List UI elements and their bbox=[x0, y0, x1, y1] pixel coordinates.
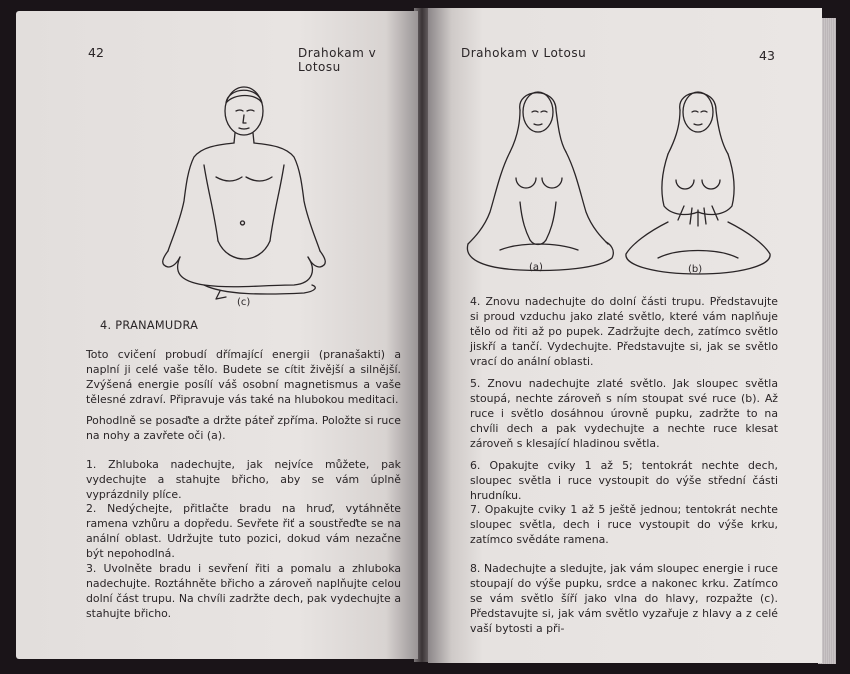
figure-label-c: (c) bbox=[237, 297, 251, 308]
figure-label-a: (a) bbox=[529, 262, 543, 273]
meditating-woman-illustration-b bbox=[618, 82, 778, 278]
paragraph: 5. Znovu nadechujte zlaté světlo. Jak sloupec světla stoupá, nechte zároveň s ním stoupat své ruce (b). Až ruce i světlo dosáhnou úrovně pupku, zadržte to na chvíli dech a pak vydechujte a nechte ruce klesat zároveň s klesající hladinou světla. bbox=[470, 377, 778, 450]
figure-label-b: (b) bbox=[688, 264, 703, 275]
meditating-man-illustration bbox=[144, 81, 344, 303]
section-heading: 4. PRANAMUDRA bbox=[100, 319, 199, 332]
paragraph: 2. Nedýchejte, přitlačte bradu na hruď, vytáhněte ramena vzhůru a dopředu. Sevřete řiť a soustřeďte se na anální oblast. Udržujte tuto pozici, dokud vám nezačne být nepohodlná. bbox=[86, 502, 401, 560]
paragraph: 6. Opakujte cviky 1 až 5; tentokrát nechte dech, sloupec světla i ruce vystoupit do výše střední části hrudníku. bbox=[470, 459, 778, 502]
meditating-woman-illustration-a bbox=[460, 82, 620, 272]
paragraph: 3. Uvolněte bradu i sevření řiti a pomalu a zhluboka nadechujte. Roztáhněte břicho a zároveň naplňujte celou dolní část trupu. Na chvíli zadržte dech, pak vydechujte a stahujte břicho. bbox=[86, 562, 401, 620]
paragraph: 4. Znovu nadechujte do dolní části trupu. Představujte si proud vzduchu jako zlaté světlo, které vám naplňuje tělo od řiti až po pupek. Zadržujte dech, zatímco světlo jiskří a tančí. Vydechujte. Představujte si, jak se světlo vrací do anální oblasti. bbox=[470, 295, 778, 368]
paragraph: Pohodlně se posaďte a držte páteř zpříma. Položte si ruce na nohy a zavřete oči (a). bbox=[86, 414, 401, 442]
paragraph: 1. Zhluboka nadechujte, jak nejvíce můžete, pak vydechujte a stahujte břicho, aby se vám úplně vyprázdnily plíce. bbox=[86, 458, 401, 501]
paragraph: Toto cvičení probudí dřímající energii (pranašakti) a naplní ji celé vaše tělo. Budete se cítit živější a silnější. Zvýšená energie posílí váš osobní magnetismus a vaše tělesné zdraví. Připravuje vás také na hlubokou meditaci. bbox=[86, 348, 401, 406]
paragraph: 8. Nadechujte a sledujte, jak vám sloupec energie i ruce stoupají do výše pupku, srdce a nakonec krku. Zatímco se vám světlo šíří jako vlna do hlavy, rozpažte (c). Představujte si, jak vám světlo vyzařuje z hlavy a z celé vaší bytosti a při- bbox=[470, 562, 778, 635]
running-header: Drahokam v Lotosu bbox=[461, 46, 587, 60]
paragraph: 7. Opakujte cviky 1 až 5 ještě jednou; tentokrát nechte sloupec světla, dech i ruce vystoupit do výše krku, zatímco svědáte ramena. bbox=[470, 503, 778, 546]
page-number: 43 bbox=[759, 48, 775, 63]
page-number: 42 bbox=[88, 45, 104, 60]
right-page bbox=[428, 8, 822, 663]
running-header: Drahokam v Lotosu bbox=[298, 46, 377, 74]
left-page bbox=[16, 11, 418, 659]
